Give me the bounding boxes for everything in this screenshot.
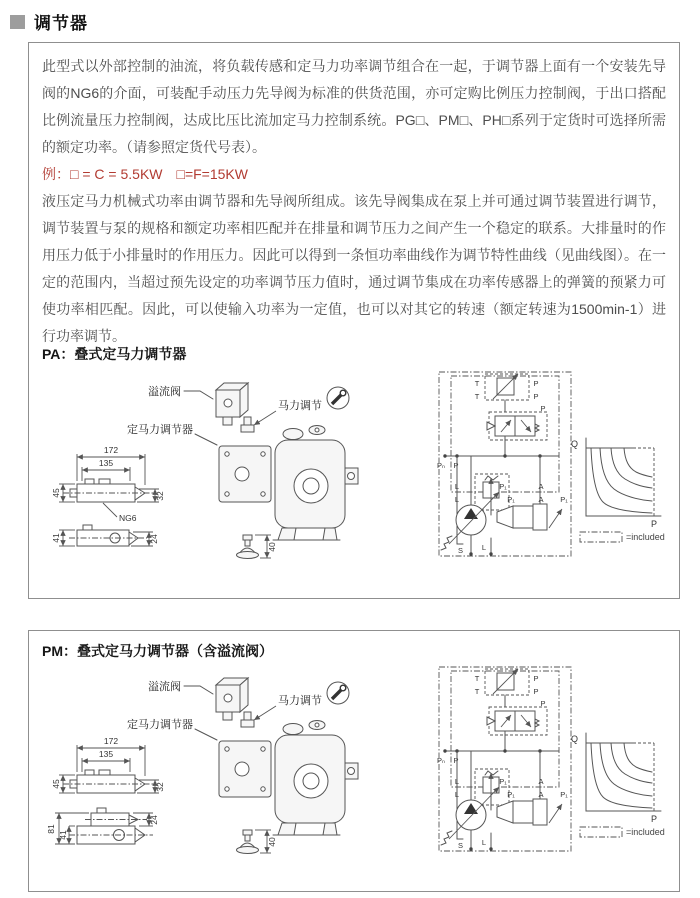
wrench-icon	[327, 682, 349, 704]
dim-knob: 40	[267, 837, 277, 847]
port-pn: Pₙ	[437, 461, 445, 470]
port-p1: P₁	[560, 790, 568, 799]
legend-text: =included	[626, 827, 665, 837]
port-p: P	[453, 756, 459, 765]
dim-right: 32	[155, 782, 165, 792]
intro-pa-panel	[28, 42, 680, 599]
dim-inner: 135	[98, 458, 114, 468]
port-t: T	[474, 392, 480, 401]
dim-lower-right: 24	[149, 815, 159, 825]
port-p: P	[540, 699, 546, 708]
dim-lower-right: 24	[149, 534, 159, 544]
port-a: A	[538, 482, 544, 491]
port-p: P	[533, 392, 539, 401]
pm-figure	[35, 663, 675, 889]
power-adjust-label: 马力调节	[278, 400, 322, 412]
dim-lower-outer: 81	[46, 824, 56, 834]
regulator-label: 定马力调节器	[127, 424, 193, 436]
dim-right: 32	[155, 491, 165, 501]
port-l: L	[454, 777, 460, 786]
intro-text-block	[42, 53, 666, 350]
port-t: T	[474, 674, 480, 683]
regulator-label: 定马力调节器	[127, 719, 193, 731]
port-p1: P₁	[507, 495, 515, 504]
chart-y-label: Q	[570, 439, 578, 449]
port-s: S	[457, 546, 463, 555]
power-adjust-label: 马力调节	[278, 695, 322, 707]
dim-left: 45	[51, 488, 61, 498]
pm-panel	[28, 630, 680, 892]
port-t: T	[474, 379, 480, 388]
dim-overall: 172	[103, 445, 119, 455]
dimension-drawing	[51, 445, 165, 546]
port-p1: P₁	[499, 482, 507, 491]
pq-curve-chart	[571, 438, 661, 529]
port-s: S	[457, 841, 463, 850]
pq-curve-chart	[571, 733, 661, 824]
port-pn: Pₙ	[437, 756, 445, 765]
relief-valve-label: 溢流阀	[148, 681, 181, 693]
port-l: L	[454, 790, 460, 799]
port-l: L	[454, 495, 460, 504]
chart-x-label: P	[650, 814, 658, 824]
dimension-drawing	[46, 736, 165, 844]
port-p: P	[453, 461, 459, 470]
port-t: T	[474, 687, 480, 696]
legend-included	[580, 532, 665, 542]
port-a: A	[538, 495, 544, 504]
port-p1: P₁	[499, 777, 507, 786]
page-header	[10, 9, 88, 34]
port-a: A	[538, 777, 544, 786]
hydraulic-circuit	[437, 667, 571, 851]
hydraulic-circuit	[437, 372, 571, 556]
port-l: L	[481, 543, 487, 552]
port-a: A	[538, 790, 544, 799]
section-heading-pa: PA：叠式定马力调节器	[42, 346, 187, 362]
dim-knob: 40	[267, 542, 277, 552]
legend-text: =included	[626, 532, 665, 542]
chart-x-label: P	[650, 519, 658, 529]
example-line: 例：□ = C = 5.5KW □=F=15KW	[42, 166, 248, 182]
dim-ng6: NG6	[119, 513, 137, 523]
port-p: P	[540, 404, 546, 413]
pilot-knob-drawing	[237, 830, 278, 854]
wrench-icon	[327, 387, 349, 409]
intro-paragraph-2: 液压定马力机械式功率由调节器和先导阀所组成。该先导阀集成在泵上并可通过调节装置进行调节，调节装置与泵的规格和额定功率相匹配并在排量和调节压力之间产生一个稳定的联系。大排量时的作用压力低于小排量时的作用压力。因此可以得到一条恒功率曲线作为调节特性曲线（见曲线图）。在一定的范围内，当超过预先设定的功率调节压力值时，通过调节集成在功率传感器上的弹簧的预紧力可使功率相匹配。因此，可以使输入功率为一定值，也可以对其它的转速（额定转速为1500min-1）进行功率调节。	[42, 193, 666, 344]
port-l: L	[454, 482, 460, 491]
legend-included	[580, 827, 665, 837]
page-title: 调节器	[34, 14, 88, 33]
port-l: L	[481, 838, 487, 847]
port-p: P	[533, 687, 539, 696]
dim-inner: 135	[98, 749, 114, 759]
title-bullet-icon	[10, 15, 25, 29]
dim-lower-left: 41	[58, 830, 68, 840]
section-heading-pm: PM：叠式定马力调节器（含溢流阀）	[42, 643, 273, 659]
dim-overall: 172	[103, 736, 119, 746]
port-p: P	[533, 379, 539, 388]
dim-left: 45	[51, 779, 61, 789]
pa-figure	[35, 368, 675, 596]
port-p: P	[533, 674, 539, 683]
pilot-knob-drawing	[237, 535, 278, 559]
port-p1: P₁	[560, 495, 568, 504]
chart-y-label: Q	[570, 734, 578, 744]
intro-paragraph-1: 此型式以外部控制的油流，将负载传感和定马力功率调节组合在一起，于调节器上面有一个安装先导阀的NG6的介面，可装配手动压力先导阀为标准的供货范围，亦可定购比例压力控制阀，于出口搭配比例流量压力控制阀，达成比压比流加定马力控制系统。PG□、PM□、PH□系列于定货时可选择所需的额定功率。（请参照定货代号表）。	[42, 58, 666, 155]
dim-lower-left: 41	[51, 533, 61, 543]
relief-valve-label: 溢流阀	[148, 386, 181, 398]
port-p1: P₁	[507, 790, 515, 799]
